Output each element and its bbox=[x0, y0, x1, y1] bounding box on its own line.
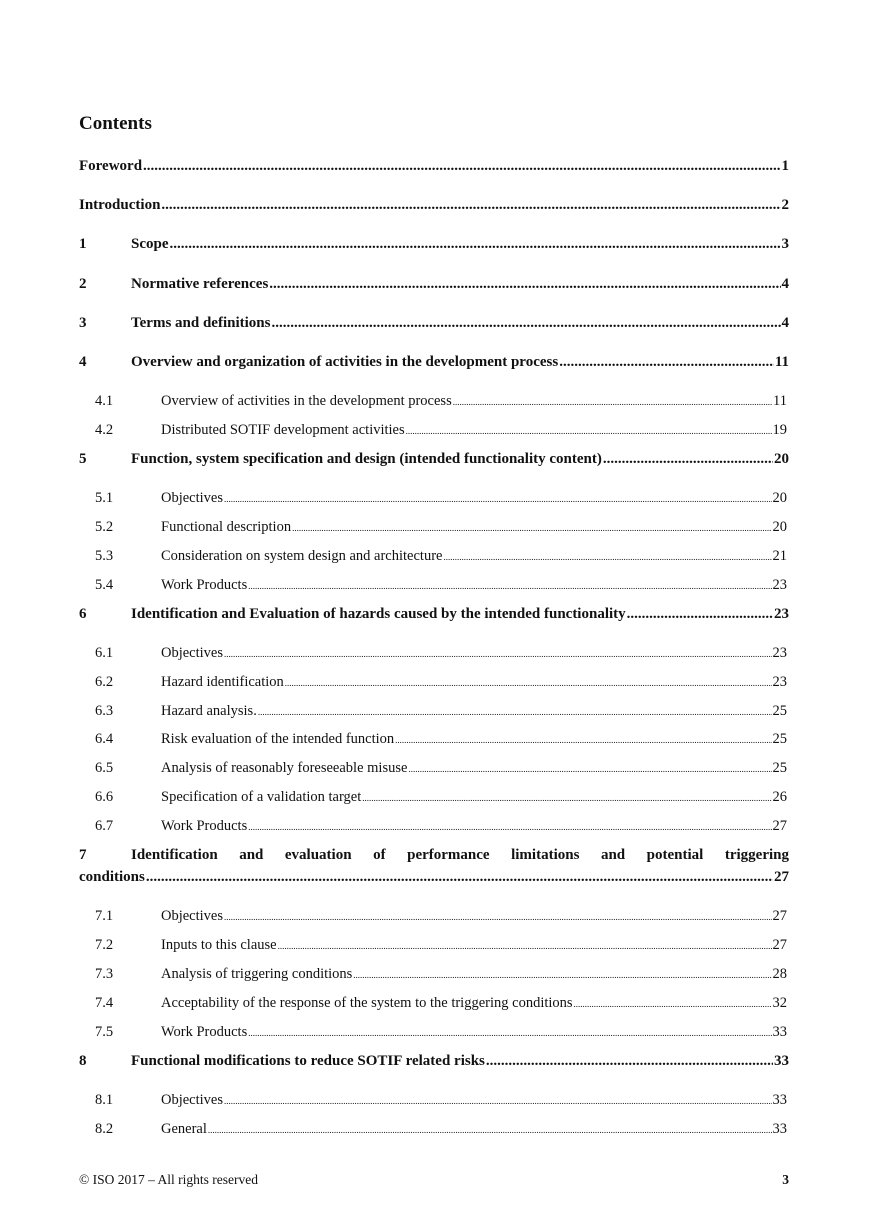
title-word: Identification bbox=[131, 847, 218, 863]
toc-entry-page: 11 bbox=[774, 354, 789, 370]
toc-entry-title: Objectives bbox=[161, 645, 224, 661]
toc-entry-page: 19 bbox=[772, 422, 787, 438]
toc-entry-page: 33 bbox=[772, 1121, 787, 1137]
dot-leader bbox=[248, 1028, 771, 1038]
dot-leader bbox=[143, 158, 780, 175]
toc-entry[interactable] bbox=[95, 703, 787, 720]
toc-entry-page: 20 bbox=[772, 490, 787, 506]
toc-entry[interactable] bbox=[95, 393, 787, 410]
toc-entry-title: Functional modifications to reduce SOTIF related risks bbox=[131, 1053, 485, 1069]
toc-entry[interactable] bbox=[95, 548, 787, 565]
toc-entry-title: Function, system specification and design (intended functionality content) bbox=[131, 451, 602, 467]
title-word: performance bbox=[407, 847, 490, 863]
toc-entry[interactable] bbox=[95, 937, 787, 954]
toc-entry-page: 21 bbox=[772, 548, 787, 564]
toc-entry[interactable] bbox=[95, 760, 787, 777]
dot-leader bbox=[353, 970, 771, 980]
toc-entry-page: 23 bbox=[772, 577, 787, 593]
dot-leader bbox=[408, 764, 771, 774]
toc-entry[interactable] bbox=[95, 789, 787, 806]
dot-leader bbox=[224, 912, 771, 922]
toc-entry-number: 4.2 bbox=[95, 422, 114, 438]
toc-entry-title bbox=[131, 847, 789, 864]
toc-entry-title: Inputs to this clause bbox=[161, 937, 277, 953]
toc-entry[interactable] bbox=[95, 966, 787, 983]
dot-leader bbox=[406, 426, 772, 436]
toc-entry-title: Specification of a validation target bbox=[161, 789, 362, 805]
dot-leader bbox=[224, 1096, 771, 1106]
toc-entry-title: Objectives bbox=[161, 1092, 224, 1108]
toc-entry-number: 4.1 bbox=[95, 393, 114, 409]
toc-entry[interactable] bbox=[79, 451, 789, 468]
toc-entry[interactable] bbox=[79, 197, 789, 214]
dot-leader bbox=[453, 397, 772, 407]
toc-entry-page: 33 bbox=[772, 1092, 787, 1108]
toc-entry-number: 2 bbox=[79, 276, 87, 292]
title-word: limitations bbox=[511, 847, 580, 863]
toc-entry[interactable] bbox=[95, 490, 787, 507]
toc-entry[interactable] bbox=[95, 577, 787, 594]
dot-leader bbox=[362, 793, 771, 803]
toc-entry-title: Objectives bbox=[161, 490, 224, 506]
toc-entry-title: Analysis of triggering conditions bbox=[161, 966, 353, 982]
toc-entry-title: Work Products bbox=[161, 818, 248, 834]
toc-entry-number: 6.2 bbox=[95, 674, 114, 690]
toc-entry[interactable] bbox=[95, 731, 787, 748]
toc-entry-number: 6.5 bbox=[95, 760, 114, 776]
toc-entry-number: 7.3 bbox=[95, 966, 114, 982]
toc-entry[interactable] bbox=[95, 995, 787, 1012]
toc-entry-page: 20 bbox=[774, 451, 789, 467]
toc-entry-title: Scope bbox=[131, 236, 169, 252]
toc-entry[interactable] bbox=[95, 645, 787, 662]
dot-leader bbox=[224, 649, 771, 659]
toc-entry-title: Hazard identification bbox=[161, 674, 284, 690]
toc-entry[interactable] bbox=[95, 422, 787, 439]
dot-leader bbox=[603, 451, 773, 468]
toc-entry-page: 33 bbox=[772, 1024, 787, 1040]
toc-entry-page: 4 bbox=[781, 276, 789, 292]
title-word: and bbox=[239, 847, 264, 863]
toc-entry-page: 1 bbox=[781, 158, 789, 174]
dot-leader bbox=[248, 581, 771, 591]
toc-entry-page: 32 bbox=[772, 995, 787, 1011]
toc-entry-title: Work Products bbox=[161, 1024, 248, 1040]
toc-entry-number: 5.3 bbox=[95, 548, 114, 564]
toc-entry-title: Overview and organization of activities in the development process bbox=[131, 354, 559, 370]
toc-entry-page: 27 bbox=[774, 869, 789, 885]
title-word: and bbox=[600, 847, 626, 863]
toc-entry-number: 7.2 bbox=[95, 937, 114, 953]
dot-leader bbox=[208, 1125, 772, 1135]
title-word: evaluation bbox=[284, 847, 352, 863]
dot-leader bbox=[486, 1053, 773, 1070]
toc-entry-number: 7.1 bbox=[95, 908, 114, 924]
toc-entry[interactable] bbox=[95, 1121, 787, 1138]
toc-entry[interactable] bbox=[79, 276, 789, 293]
toc-entry-page: 4 bbox=[781, 315, 789, 331]
toc-entry[interactable] bbox=[95, 908, 787, 925]
toc-entry-number: 5 bbox=[79, 451, 87, 467]
contents-heading: Contents bbox=[79, 113, 152, 134]
toc-entry[interactable] bbox=[79, 354, 789, 371]
dot-leader bbox=[395, 735, 771, 745]
dot-leader bbox=[269, 276, 780, 293]
toc-entry-page: 25 bbox=[772, 731, 787, 747]
toc-entry-title: General bbox=[161, 1121, 207, 1137]
toc-entry-page: 23 bbox=[772, 645, 787, 661]
toc-entry-page: 33 bbox=[774, 1053, 789, 1069]
toc-entry-number: 6.1 bbox=[95, 645, 114, 661]
page-number: 3 bbox=[782, 1172, 789, 1187]
toc-entry-title: Normative references bbox=[131, 276, 269, 292]
toc-entry[interactable] bbox=[95, 519, 787, 536]
toc-entry-title: Distributed SOTIF development activities bbox=[161, 422, 405, 438]
dot-leader bbox=[285, 678, 772, 688]
toc-entry-page: 25 bbox=[772, 703, 787, 719]
toc-entry[interactable] bbox=[95, 818, 787, 835]
dot-leader bbox=[627, 606, 773, 623]
toc-entry-number: 1 bbox=[79, 236, 87, 252]
title-word: triggering bbox=[724, 847, 789, 863]
toc-entry[interactable] bbox=[95, 1024, 787, 1041]
toc-entry[interactable] bbox=[79, 315, 789, 332]
toc-entry-title: Acceptability of the response of the system to the triggering conditions bbox=[161, 995, 573, 1011]
toc-entry-title: Identification and Evaluation of hazards caused by the intended functionality bbox=[131, 606, 626, 622]
toc-entry-title: Hazard analysis. bbox=[161, 703, 257, 719]
toc-entry[interactable] bbox=[79, 606, 789, 623]
dot-leader bbox=[278, 941, 772, 951]
dot-leader bbox=[170, 236, 781, 253]
toc-entry-page: 2 bbox=[781, 197, 789, 213]
toc-entry-number: 6.4 bbox=[95, 731, 114, 747]
toc-entry-title: Consideration on system design and architecture bbox=[161, 548, 443, 564]
toc-entry-page: 27 bbox=[772, 908, 787, 924]
toc-entry-page: 26 bbox=[772, 789, 787, 805]
dot-leader bbox=[271, 315, 780, 332]
dot-leader bbox=[161, 197, 780, 214]
toc-entry[interactable] bbox=[95, 1092, 787, 1109]
toc-entry-page: 23 bbox=[774, 606, 789, 622]
toc-entry-number: 5.1 bbox=[95, 490, 114, 506]
toc-entry-number: 8 bbox=[79, 1053, 87, 1069]
toc-entry[interactable] bbox=[79, 158, 789, 175]
toc-entry-title: Terms and definitions bbox=[131, 315, 271, 331]
toc-entry-title: Objectives bbox=[161, 908, 224, 924]
title-word: of bbox=[373, 847, 386, 863]
toc-entry[interactable] bbox=[95, 674, 787, 691]
dot-leader bbox=[443, 552, 771, 562]
toc-entry-title: Overview of activities in the development process bbox=[161, 393, 452, 409]
toc-entry-page: 20 bbox=[772, 519, 787, 535]
toc-entry-number: 4 bbox=[79, 354, 87, 370]
toc-entry-page: 11 bbox=[773, 393, 787, 409]
dot-leader bbox=[146, 869, 773, 886]
toc-entry-page: 27 bbox=[772, 818, 787, 834]
dot-leader bbox=[224, 494, 771, 504]
toc-entry[interactable] bbox=[79, 236, 789, 253]
toc-entry-title: Analysis of reasonably foreseeable misuse bbox=[161, 760, 408, 776]
toc-entry-number: 8.2 bbox=[95, 1121, 114, 1137]
toc-entry-page: 27 bbox=[772, 937, 787, 953]
toc-entry-title-continuation: conditions bbox=[79, 869, 145, 885]
toc-entry-page: 25 bbox=[772, 760, 787, 776]
toc-entry[interactable] bbox=[79, 1053, 789, 1070]
toc-entry-title: Introduction bbox=[79, 197, 161, 213]
toc-entry-number: 7 bbox=[79, 847, 87, 863]
toc-entry-title: Work Products bbox=[161, 577, 248, 593]
dot-leader bbox=[248, 822, 771, 832]
toc-entry-number: 6.6 bbox=[95, 789, 114, 805]
toc-entry-number: 5.4 bbox=[95, 577, 114, 593]
toc-entry-page: 23 bbox=[772, 674, 787, 690]
toc-entry-number: 6 bbox=[79, 606, 87, 622]
toc-entry-clause-7[interactable] bbox=[79, 847, 789, 886]
toc-entry-number: 3 bbox=[79, 315, 87, 331]
toc-entry-title: Risk evaluation of the intended function bbox=[161, 731, 395, 747]
dot-leader bbox=[258, 707, 772, 717]
dot-leader bbox=[559, 354, 774, 371]
toc-entry-number: 8.1 bbox=[95, 1092, 114, 1108]
dot-leader bbox=[574, 999, 772, 1009]
toc-entry-number: 7.5 bbox=[95, 1024, 114, 1040]
toc-entry-title: Functional description bbox=[161, 519, 292, 535]
title-word: potential bbox=[646, 847, 704, 863]
dot-leader bbox=[292, 523, 771, 533]
copyright-footer: © ISO 2017 – All rights reserved bbox=[79, 1172, 258, 1187]
toc-entry-title: Foreword bbox=[79, 158, 143, 174]
toc-entry-page: 3 bbox=[781, 236, 789, 252]
toc-entry-number: 6.3 bbox=[95, 703, 114, 719]
toc-entry-page: 28 bbox=[772, 966, 787, 982]
toc-entry-number: 6.7 bbox=[95, 818, 114, 834]
toc-entry-number: 5.2 bbox=[95, 519, 114, 535]
toc-entry-number: 7.4 bbox=[95, 995, 114, 1011]
